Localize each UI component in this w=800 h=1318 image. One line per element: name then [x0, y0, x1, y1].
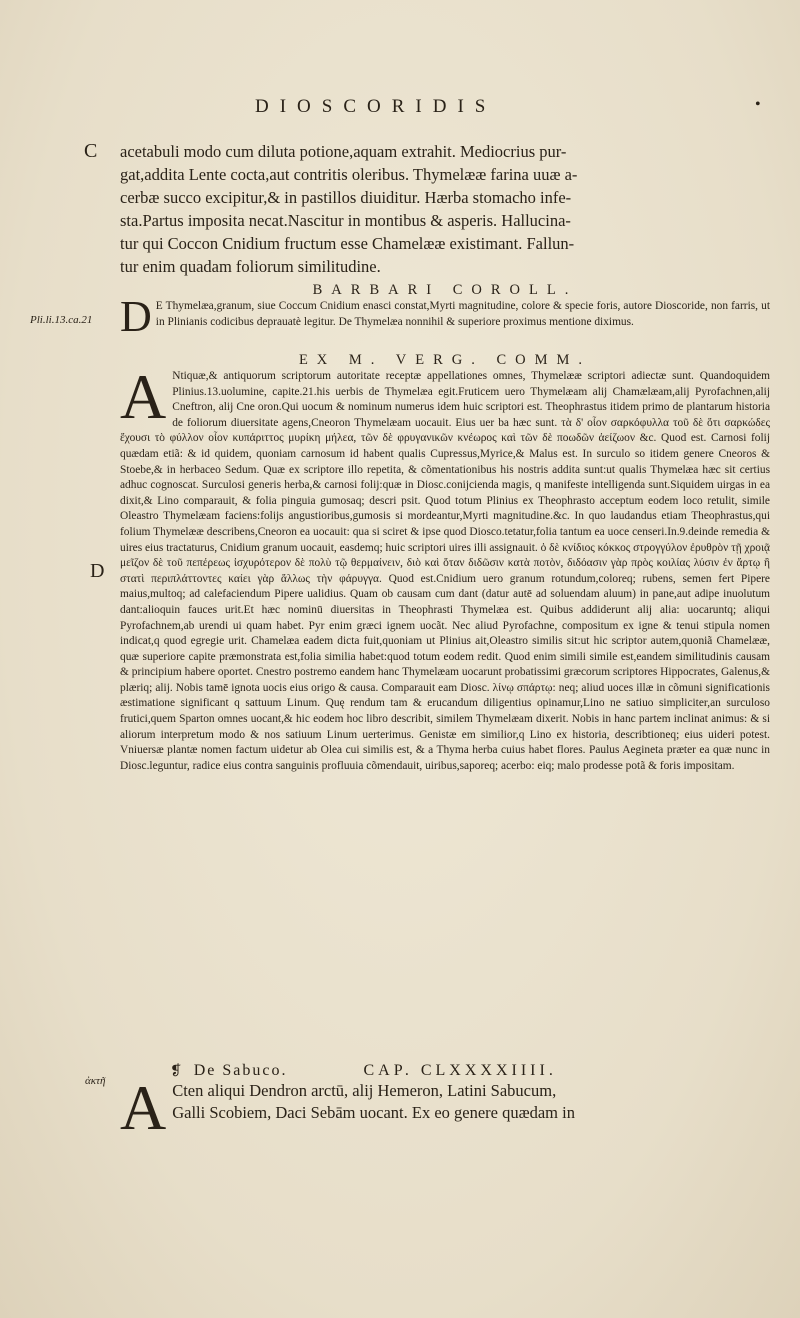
margin-note-greek: ἀκτῆ: [85, 1075, 106, 1087]
chapter-dropcap: A: [120, 1072, 167, 1143]
chapter-title: De Sabuco.: [193, 1062, 288, 1079]
main-text-line: cerbæ succo excipitur,& in pastillos diuiditur. Hærba stomacho infe-: [120, 188, 572, 207]
main-text-line: acetabuli modo cum diluta potione,aquam extrahit. Mediocrius pur-: [120, 142, 567, 161]
barbari-dropcap: D: [120, 292, 152, 341]
main-text: [120, 140, 770, 278]
fleuron-icon: ❡: [170, 1064, 184, 1079]
running-mark: •: [755, 96, 761, 113]
barbari-paragraph: [120, 292, 770, 341]
chapter-section: [120, 1062, 770, 1143]
commentary-text: Ntiquæ,& antiquorum scriptorum autoritate receptæ appellationes omnes, Thymelææ scriptori adiectæ sunt. Quandoquidem Plinius.13.uolumine, capite.21.his uerbis de Thymelæa egit.Fruticem uero Thymelæam alij Chamælæam,alij Pyrofachnen,alij Cneftron, alij Cne oron.Qui uocum & nominum numerus idem huic scriptori est. Theophrastus itidem primo de plantarum historia de foliorum diuersitate agens,Cneoron Thymelæam uocauit. Eius uer ba hæc sunt. τὰ δ' οἷον σαρκόφυλλα τοῦ δὲ ὅτι σαρκώδες ἔχουσι τὸ φύλλον οἷον κυπάριττος μυρίκη μήλεα, τῶν δὲ φρυγανικῶν κνέωρος καὶ τῶν δὲ ποωδῶν ἀείζωον &c. Quod est. Carnosi folij quædam etiã: & id quidem, quoniam carnosum id habent qualis Cupressus,Myrice,& Malus est. In surculo so itidem genere Cneoros & Stoebe,& in herbaceo Sedum. Quæ ex scriptore illo repetita, & cõmentationibus his nostris addita sunt:ut qualis Thymelæa hæc sit certius adhuc cognoscat. Surculosi generis herba,& carnosi folij:quæ in Diosc.conijcienda magis, q manifeste intelligenda sunt.Siquidem uirgas in ea dixit,& Lino comparauit, & folia pinguia gumosaq; descri psit. Quod totum Plinius ex Theophrasto acceptum eodem loco retulit, simile Oleastro Thymelæam faciens:folijs angustioribus,gumosis si mordeantur,Myrti magnitudine.&c. In quo laudandus etiam Theophrastus,qui folium Thymelææ describens,Cneoron ea uocauit: qua si sciret & ipse quod Diosco.tetatur,folia tantum ea uoce censeri.In.9.deinde remedia & uires eius tractaturus, Cnidium granum uocauit, easdemq; huic scriptori uires illi assignauit. ὁ δὲ κνίδιος κόκκος στρογγύλον ἐρυθρὸν τῇ χροιᾷ μεῖζον δὲ τοῦ πεπέρεως ἰσχυρότερον δὲ πολὺ τῷ θερμαίνειν, διὸ καὶ ὅταν διδῶσιν κατὰ ποτὸν, διδόασιν γὰρ πρὸς κοιλίας λύσιν ἐν ἄρτῳ ἢ στατὶ περιπλάττοντες καίει γὰρ ἄλλως τὴν φάρυγγα. Quod est.Cnidium uero granum rotundum,coloreq; rubens, semen fert Pipere maius,multoq; ad calefaciendum Pipere ualidius. Quam ob causam cum dant (datur autē ad soluendam aluum) in pane,aut adipe inuolutum dant:alioquin fauces urit.Et hæc nominū diuersitas in Theophrasti Thymelæa est. Quibus addiderunt alij alia: uocaruntq; aliqui Pyrofachnem,ab urendi ui quam habet. Pyr enim græci ignem uocãt. Nec aliud Pyrofachne, compositum ex igne & tenui stipula nomen indicat,q quod egregie urit. Chamelæa eadem dicta fuit,quoniam ut Plinius ait,Oleastro similis sit:ut hic scriptor autem,quoniã Chamelææ, quæ superiore capite præmonstrata est,folia similia habet:quod totum eodem redit. Quod enim simili simile est,eandem similitudinis causam & principium habere oportet. Cnestro postremo eandem hanc Thymelæam uocarunt probatissimi græcorum scriptores Hippocrates, Galenus,& plæriq; alij. Nobis tamē ignota uocis eius origo & causa. Comparauit eam Diosc. λίνῳ σπάρτῳ: neq; aliud uoces illæ in cõmuni significationis æstimatione significant q sattuum Linum. Quę rendum tam & erucandum diligentius opinamur,Lino ne satiuo simpliciter,an surculoso frutici,quem Sparton omnes uocant,& hic eodem hoc libro describit, similem Thymelæam dixerit. Nobis in hanc partem inclinat animus: & si aliorum interpretum modo & nos satiuum Linum uerterimus. Genistæ em similior,q Lino ex historia, describtioneq; eius uideri potest. Vniuersæ plantæ nomen factum uidetur ab Olea cui similis est, & a Thyma herba cuius habet flores. Paulus Aegineta præter ea quæ nunc in Diosc.leguntur, radice eius contra sanguinis profluuia cõmendauit, uiribus,saporeq; acerbo: eiq; malo prodesse potã & foris impositam.: [120, 370, 770, 772]
commentary-dropcap: A: [120, 361, 167, 432]
commentary-heading: EX M. VERG. COMM.: [298, 352, 592, 368]
chapter-number: CAP. CLXXXXIIII.: [363, 1062, 557, 1079]
main-text-line: tur qui Coccon Cnidium fructum esse Chamelææ existimant. Fallun-: [120, 234, 575, 253]
chapter-line: Galli Scobiem, Daci Sebām uocant. Ex eo genere quædam in: [172, 1103, 575, 1122]
main-text-line: tur enim quadam foliorum similitudine.: [120, 257, 381, 276]
commentary-section: [120, 352, 770, 774]
margin-note-pliny: Pli.li.13.ca.21: [30, 314, 93, 326]
main-text-line: sta.Partus imposita necat.Nascitur in montibus & asperis. Hallucina-: [120, 211, 571, 230]
commentary-paragraph: [120, 361, 770, 774]
running-head: DIOSCORIDIS: [255, 96, 497, 117]
margin-letter-c: C: [84, 140, 98, 162]
main-text-line: gat,addita Lente cocta,aut contritis oleribus. Thymelææ farina uuæ a-: [120, 165, 578, 184]
barbari-section: [120, 282, 770, 341]
margin-letter-d: D: [90, 560, 105, 582]
barbari-text: E Thymelæa,granum, siue Coccum Cnidium enasci constat,Myrti magnitudine, colore & specie foris, autore Dioscoride, non farris, ut in Plinianis codicibus deprauatè legitur. De Thymelæa nonnihil & superiore proximus mentione diximus.: [155, 300, 770, 328]
chapter-body: [120, 1072, 770, 1143]
chapter-line: Cten aliqui Dendron arctū, alij Hemeron, Latini Sabucum,: [172, 1081, 557, 1100]
chapter-heading: [120, 1062, 770, 1080]
barbari-heading: BARBARI COROLL.: [312, 282, 578, 298]
